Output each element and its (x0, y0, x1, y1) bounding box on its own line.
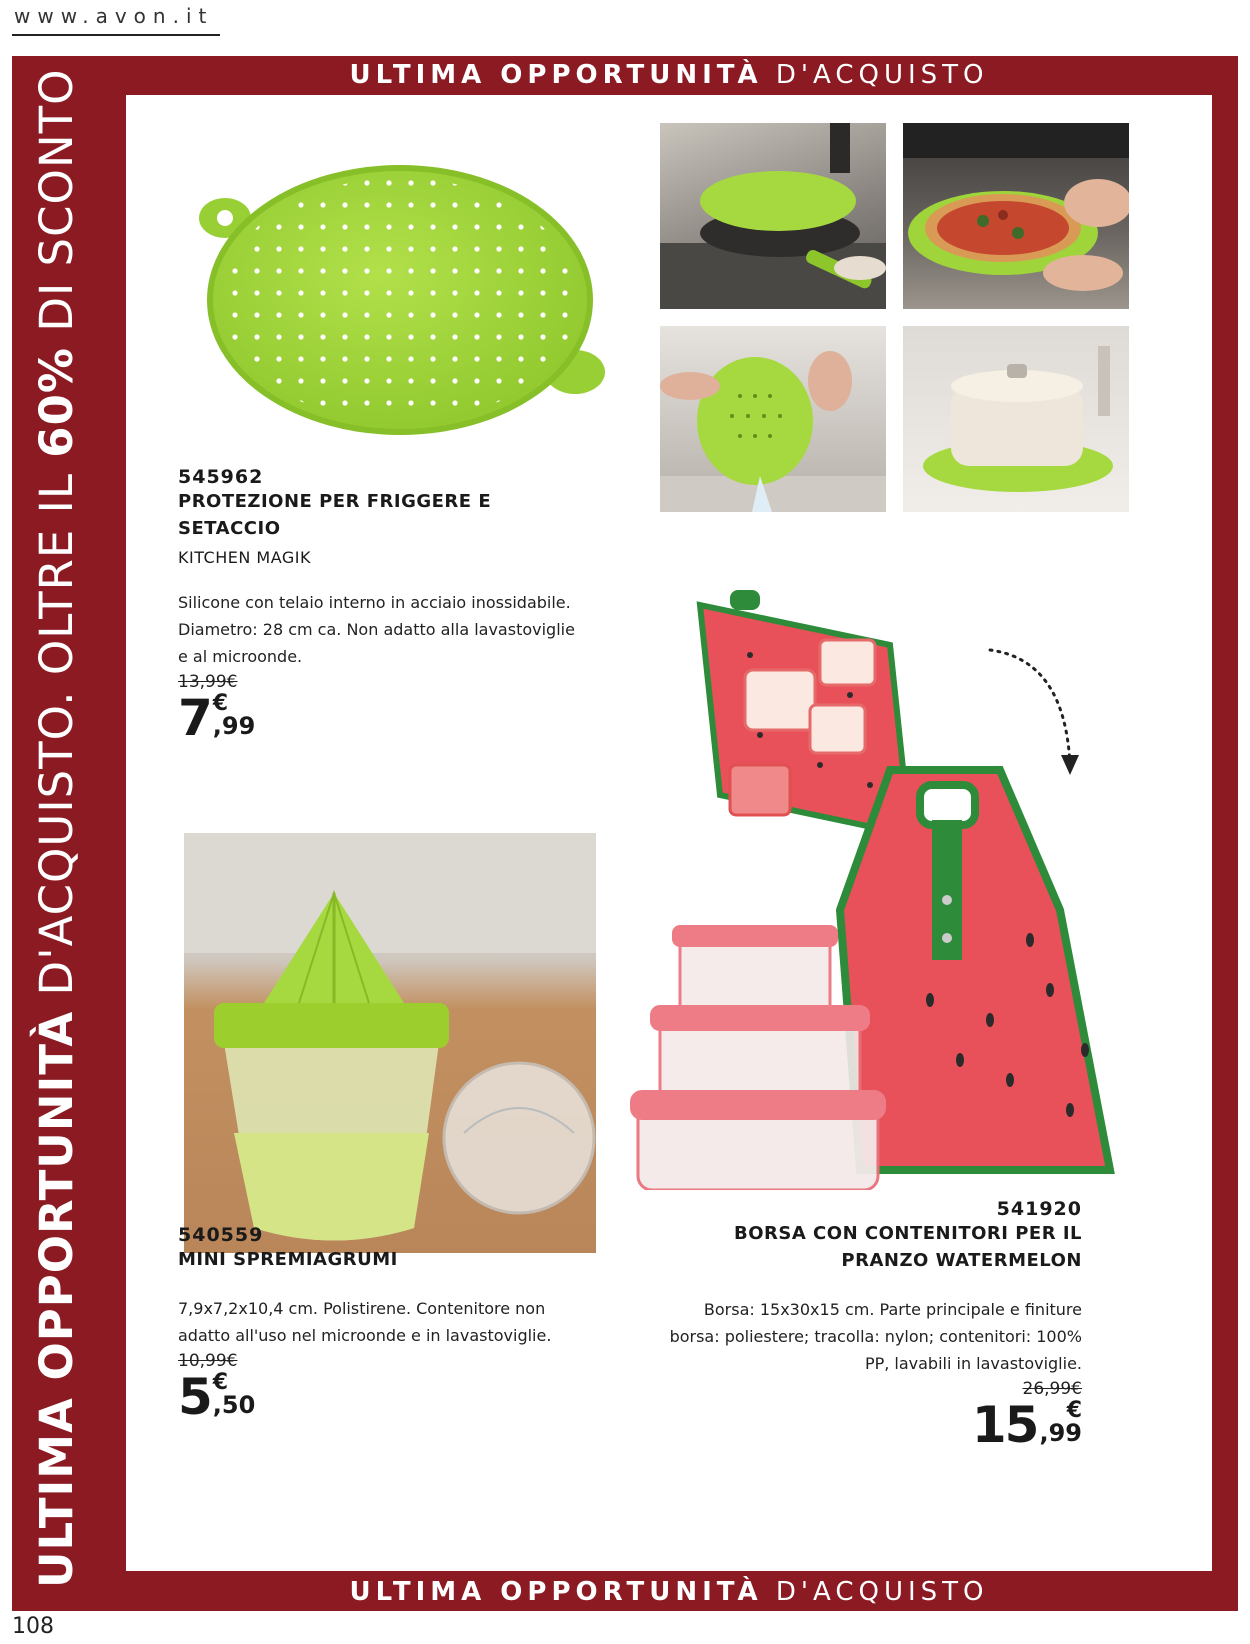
product-description: 7,9x7,2x10,4 cm. Polistirene. Contenitore non adatto all'uso nel microonde e in lavastoviglie. (178, 1299, 552, 1345)
product-title: PROTEZIONE PER FRIGGERE E SETACCIO (178, 491, 492, 539)
banner-top: ULTIMA OPPORTUNITÀ D'ACQUISTO (349, 60, 989, 90)
product-541920 (650, 1198, 1082, 1454)
lunch-bag-image (630, 760, 1170, 1190)
page-number: 108 (12, 1614, 54, 1639)
product-540559 (178, 1224, 598, 1426)
side-banner: ULTIMA OPPORTUNITÀ D'ACQUISTO. OLTRE IL 60% DI SCONTO (30, 68, 83, 1588)
photo-trivet-pot (903, 326, 1129, 512)
product-code: 545962 (178, 466, 264, 488)
price: 15 € ,99 (971, 1396, 1082, 1454)
product-title: MINI SPREMIAGRUMI (178, 1249, 398, 1270)
banner-bottom: ULTIMA OPPORTUNITÀ D'ACQUISTO (349, 1577, 989, 1607)
price: 5 € ,50 (178, 1368, 256, 1426)
product-code: 540559 (178, 1224, 264, 1246)
product-brand: KITCHEN MAGIK (178, 548, 311, 567)
site-url[interactable]: www.avon.it (14, 4, 214, 28)
product-title: BORSA CON CONTENITORI PER IL PRANZO WATERMELON (734, 1223, 1082, 1271)
photo-pizza-oven (903, 123, 1129, 309)
product-545962 (178, 466, 598, 747)
splatter-guard-image (180, 150, 620, 450)
old-price: 13,99€ (178, 672, 238, 692)
dotted-arrow (985, 640, 1085, 790)
citrus-juicer-image (184, 833, 596, 1253)
old-price: 10,99€ (178, 1351, 238, 1371)
old-price: 26,99€ (1022, 1379, 1082, 1399)
photo-frying-pan (660, 123, 886, 309)
product-description: Borsa: 15x30x15 cm. Parte principale e finiture borsa: poliestere; tracolla: nylon; contenitori: 100% PP, lavabili in lavastoviglie. (669, 1300, 1082, 1373)
price: 7 € ,99 (178, 689, 256, 747)
site-url-underline (12, 34, 220, 36)
product-code: 541920 (996, 1198, 1082, 1220)
product-description: Silicone con telaio interno in acciaio inossidabile. Diametro: 28 cm ca. Non adatto alla lavastoviglie e al microonde. (178, 593, 575, 666)
photo-colander-sink (660, 326, 886, 512)
